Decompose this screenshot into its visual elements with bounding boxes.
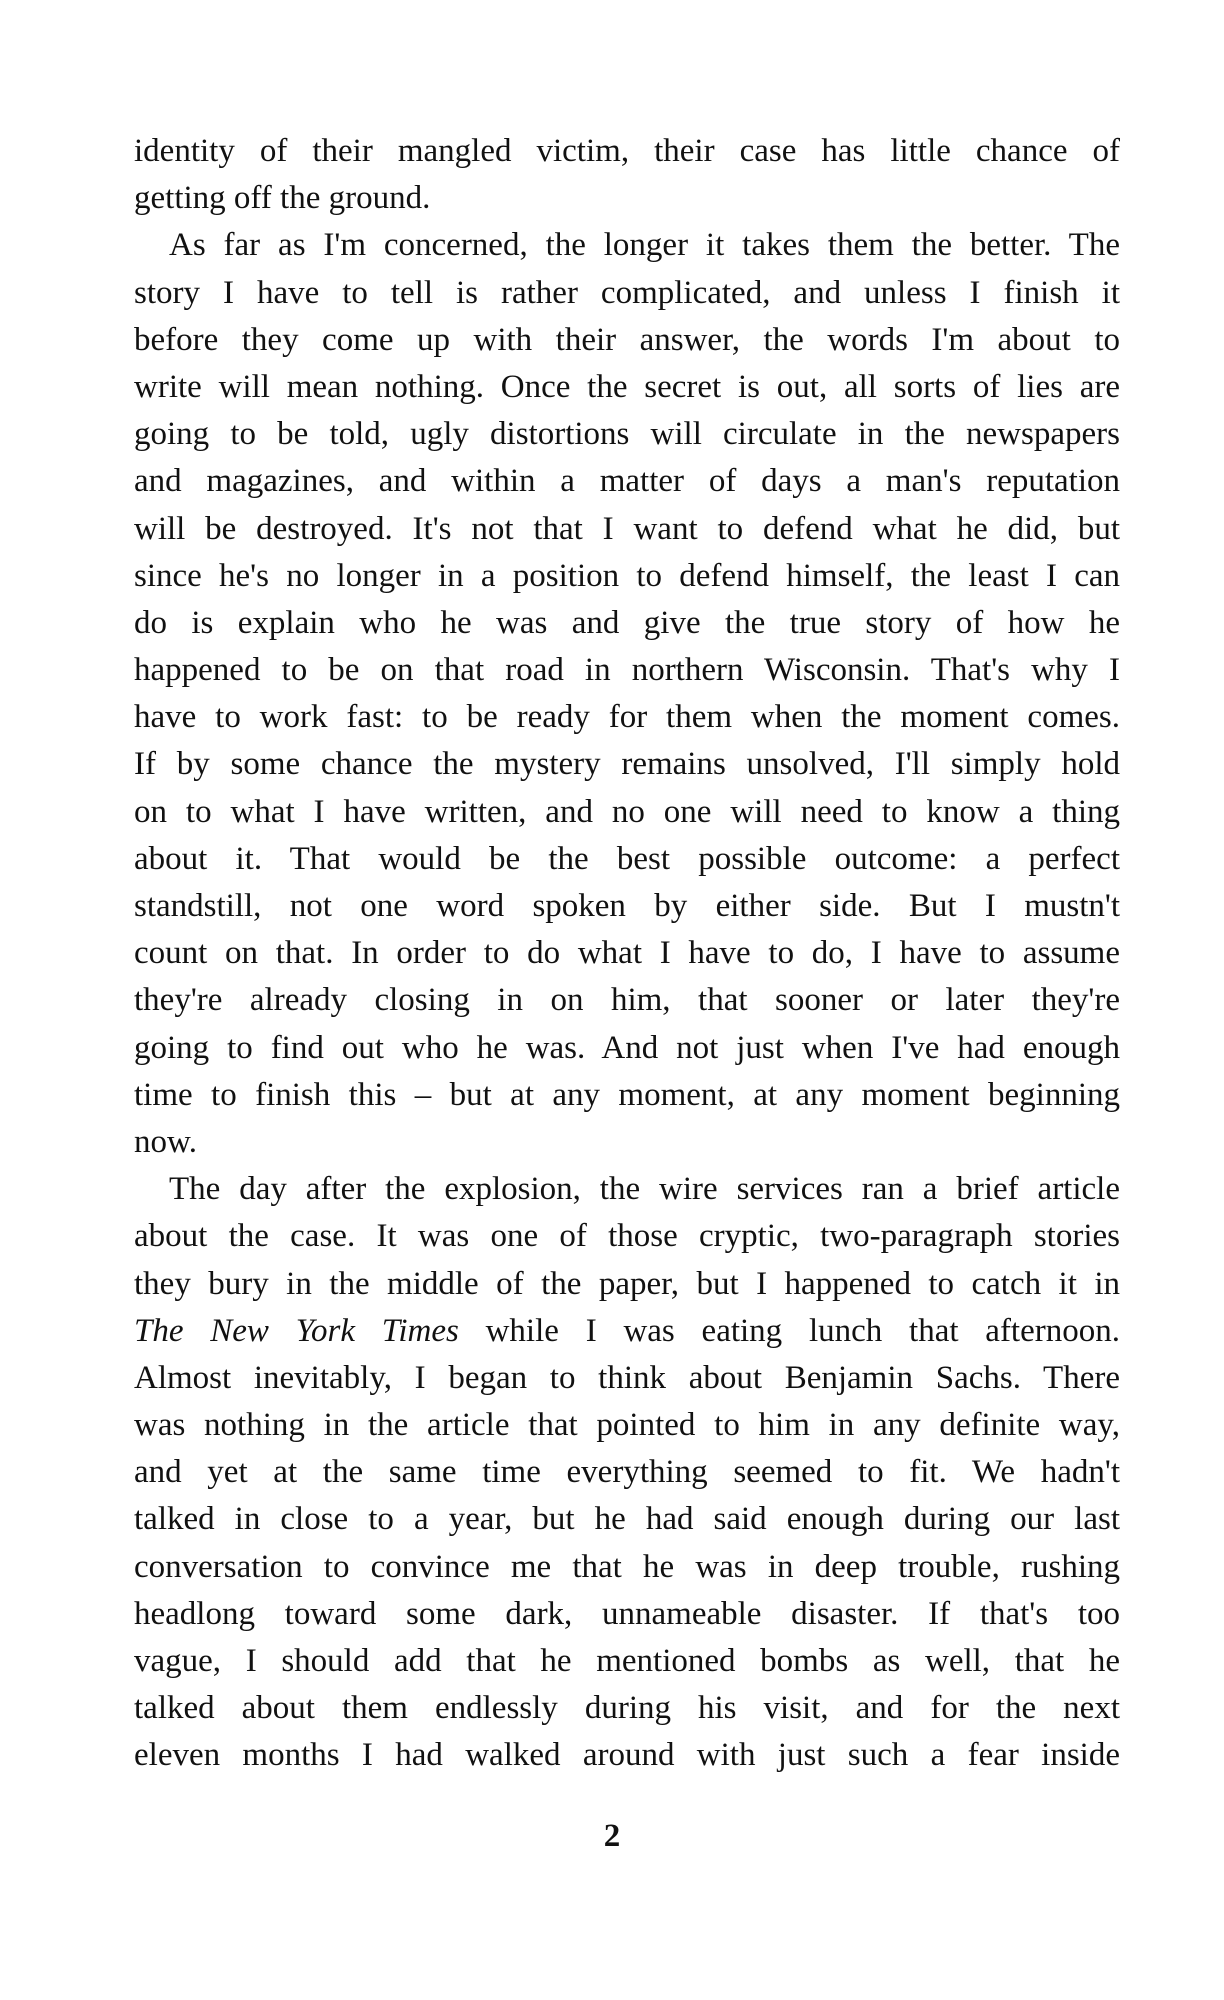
text-line: story I have to tell is rather complicated, and unless I finish it [134, 274, 1120, 311]
paragraph [134, 128, 1120, 222]
text-line: talked about them endlessly during his visit, and for the next [134, 1690, 1120, 1727]
text-line: As far as I'm concerned, the longer it takes them the better. The [169, 227, 1120, 264]
text-line: vague, I should add that he mentioned bombs as well, that he [134, 1643, 1120, 1679]
text-line: count on that. In order to do what I have to do, I have to assume [134, 935, 1120, 972]
text-line: have to work fast: to be ready for them when the moment comes. [134, 699, 1120, 736]
text-line: If by some chance the mystery remains unsolved, I'll simply hold [134, 746, 1120, 783]
text-line: and yet at the same time everything seemed to fit. We hadn't [134, 1454, 1120, 1491]
text-line: write will mean nothing. Once the secret is out, all sorts of lies are [134, 368, 1120, 405]
text-line: before they come up with their answer, the words I'm about to [134, 321, 1120, 358]
text-line [134, 1308, 1120, 1355]
text-line: do is explain who he was and give the true story of how he [134, 604, 1120, 641]
text-line-content: while I was eating lunch that afternoon. [458, 1312, 1120, 1349]
text-line: was nothing in the article that pointed to him in any definite way, [134, 1407, 1120, 1444]
text-line: about it. That would be the best possible outcome: a perfect [134, 840, 1120, 877]
paragraph [134, 222, 1120, 1166]
text-line: about the case. It was one of those cryptic, two-paragraph stories [134, 1218, 1120, 1255]
text-line: headlong toward some dark, unnameable disaster. If that's too [134, 1595, 1120, 1632]
text-line: and magazines, and within a matter of days a man's reputation [134, 463, 1120, 500]
page-number: 2 [603, 1818, 621, 1854]
text-line: they're already closing in on him, that sooner or later they're [134, 982, 1120, 1019]
text-line: since he's no longer in a position to defend himself, the least I can [134, 557, 1120, 594]
body-text [134, 128, 1120, 1780]
text-line: eleven months I had walked around with just such a fear inside [134, 1737, 1120, 1774]
text-line: going to be told, ugly distortions will circulate in the newspapers [134, 416, 1120, 453]
text-line: getting off the ground. [134, 180, 431, 217]
text-line: happened to be on that road in northern Wisconsin. That's why I [134, 652, 1120, 689]
text-line: identity of their mangled victim, their case has little chance of [134, 133, 1120, 169]
text-line: Almost inevitably, I began to think about Benjamin Sachs. There [134, 1359, 1120, 1396]
text-line: will be destroyed. It's not that I want to defend what he did, but [134, 510, 1120, 547]
book-title: The New York Times [134, 1312, 459, 1349]
text-line: they bury in the middle of the paper, but I happened to catch it in [134, 1265, 1120, 1302]
text-line: now. [134, 1123, 197, 1160]
text-line: conversation to convince me that he was in deep trouble, rushing [134, 1548, 1120, 1585]
text-line: talked in close to a year, but he had said enough during our last [134, 1501, 1120, 1538]
paragraph [134, 1166, 1120, 1779]
text-line: going to find out who he was. And not just when I've had enough [134, 1029, 1120, 1066]
text-line: on to what I have written, and no one will need to know a thing [134, 793, 1120, 830]
text-line: The day after the explosion, the wire services ran a brief article [169, 1171, 1120, 1208]
text-line: time to finish this – but at any moment, at any moment beginning [134, 1076, 1120, 1113]
text-line: standstill, not one word spoken by either side. But I mustn't [134, 888, 1120, 924]
